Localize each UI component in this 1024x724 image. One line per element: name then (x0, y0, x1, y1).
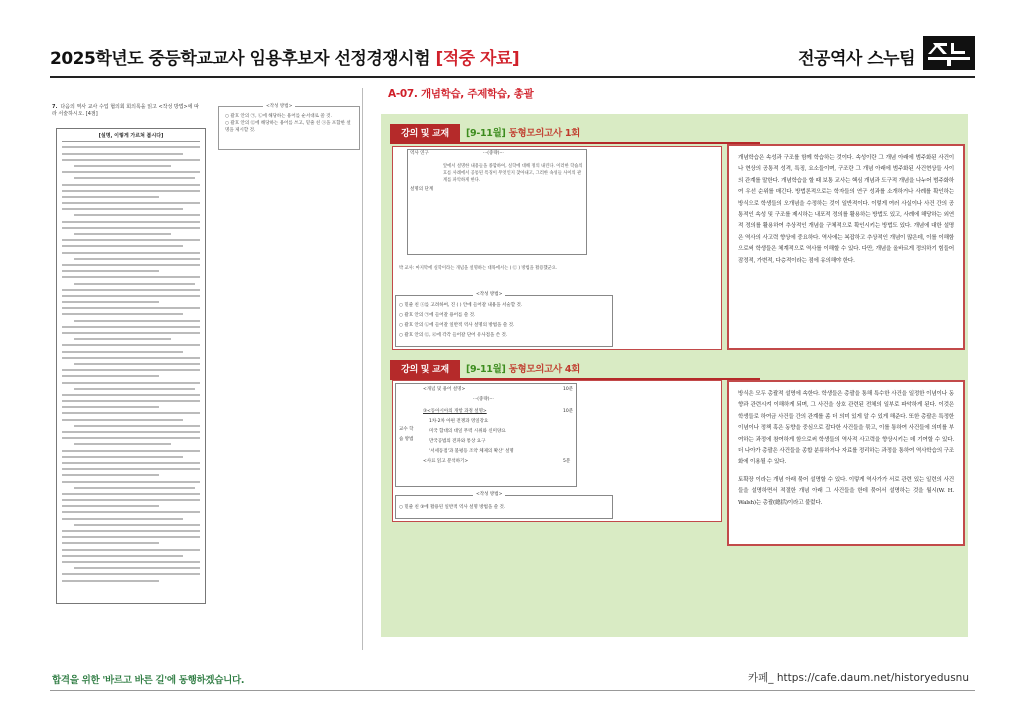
section-title: A-07. 개념학습, 주제학습, 총괄 (388, 88, 534, 100)
method-line: ○ 괄호 안의 ㉠에 들어갈 용어를 쓸 것. (399, 313, 476, 318)
transcript-box (56, 128, 206, 604)
excerpt-body: 앞에서 설명한 내용들을 종합하여, 실학에 대해 정의 내린다. 이러한 학습의 흐름 사례에서 공통된 특징이 무엇인지 찾아내고, 그러한 속성들 사이의 관계를 파악하게 한다. (443, 164, 583, 183)
source-name: 동형모의고사 4회 (508, 364, 581, 375)
brand-name: 전공역사 스누팀 (798, 49, 915, 69)
lecture-tag: 강의 및 교재 (390, 124, 460, 144)
source-underline (460, 142, 760, 144)
omitted-mark: ···(중략)··· (473, 397, 494, 402)
footer-slogan: 합격을 위한 '바르고 바른 길'에 동행하겠습니다. (52, 675, 245, 686)
question-number: 7. (52, 104, 58, 110)
exam-question-page (50, 100, 360, 610)
mock-exam-excerpt-1 (392, 146, 722, 350)
method-caption: <작성 방법> (473, 492, 505, 499)
column-divider (362, 88, 363, 650)
method-box (218, 106, 360, 150)
row-text: 미국 함대의 대일 무력 시위와 신미양요 (429, 429, 506, 434)
source-title (466, 360, 580, 380)
method-line: ○ 괄호 안의 ㉢에 해당하는 용어를 쓰고, 밑줄 친 ⓐ을 포함한 설명을 제시할 것. (225, 121, 351, 133)
row-text: <사료 읽고 분석하기> (423, 459, 469, 464)
method-caption: <작성 방법> (473, 292, 505, 299)
page-header (50, 38, 975, 72)
lecture-tag: 강의 및 교재 (390, 360, 460, 380)
answer-box-1 (727, 144, 965, 350)
question-prompt (52, 104, 202, 118)
transcript-title: [설명, 이렇게 가르쳐 봅시다] (62, 133, 200, 142)
method-box-caption: <작성 방법> (263, 103, 295, 110)
row-label: 교수 학습 방법 (399, 427, 414, 442)
answer-text: 개념학습은 속성과 구조를 함께 학습하는 것이다. 속성이란 그 개념 아래에 범주화된 사건이나 현상의 공통적 성격, 특징, 요소들이며, 구조란 그 개념 아래에 범주화된 사건현상들 사이의 관계를 말한다. 개념학습을 할 때 보통 교사는 핵심 개념과 도구적 개념을 나누어 범주화하여 우선 순위를 매긴다. 방법론적으로는 학자들의 연구 성과를 소개하거나 사례를 확인하는 방식으로 학생들의 오개념을 수정하는 것이 일반적이다. 이렇게 여러 사실이나 사건 간의 공통적인 속성 및 구조를 제시하는 내포적 정의를 활용하는 방법도 있고, 사례에 해당하는 외연적 정의를 활용하여 추상적인 개념을 구체적으로 확인시키는 방법도 있다. 개념에 대한 설명은 역사의 사고력 향상에 중요하다. 역사에는 복잡하고 추상적인 개념이 많은데, 이를 이해함으로써 학생들은 체계적으로 역사를 이해할 수 있다. 다만, 개념을 올바르게 정의하기 힘들어 잠정적, 가변적, 다층적이라는 점에 유의해야 한다. (738, 155, 954, 264)
title-accent: [적중 자료] (435, 49, 520, 69)
row-text: ③<동아시아의 개항 과정 설명> (423, 409, 487, 414)
page-title (50, 44, 519, 69)
cafe-url[interactable]: https://cafe.daum.net/historyedusnu (776, 672, 969, 684)
row-text: 만국공법의 전파와 통상 요구 (429, 439, 486, 444)
excerpt-note: 박 교사: 마지막에 실학이라는 개념을 설명하는 대목에서는 ( ㉢ ) 방법을 활용했군요. (399, 266, 558, 271)
answer-text: 방식은 모두 총괄적 설명에 속한다. 학생들은 총괄을 통해 특수한 사건을 일정한 이념이나 동향과 관련시켜 이해하게 되며, 그 사건을 상호 관련된 전체의 일부로 파악하게 된다. 이것은 학생들로 하여금 사건들 간의 관계를 좀 더 의미 있게 알 수 있게 해준다. 또한 총괄은 특정한 이념이나 정책 혹은 동향을 중심으로 잡다한 사건들을 묶고, 이를 통하여 사건들에 의미를 부여하는 과정에 참여하게 함으로써 학생들의 역사적 사고력을 향상시키는 데 기여할 수 있다. 더 나아가 총괄은 사건들을 종합 분류하거나 자료를 정리하는 과정을 통하여 역사학습의 구조화에 이용될 수 있다. (738, 391, 954, 466)
time-label: 5분 (563, 459, 571, 464)
answer-text: 토확장 이라는 개념 아래 묶어 설명할 수 있다. 이렇게 역사가가 서로 관련 있는 일련의 사건들을 설명하면서 적절한 개념 아래 그 사건들을 한데 묶어서 설명하는 것을 월시(W. H. Walsh)는 총괄(總括)이라고 불렀다. (738, 476, 954, 506)
source-range: [9-11월] (466, 128, 506, 139)
header-divider (50, 76, 975, 78)
row-label: 역사 연구 (410, 151, 429, 156)
method-line: ○ 괄호 안의 ㉢, ㉣에 각각 들어갈 단어 유사점을 쓴 것. (399, 333, 508, 338)
source-title (466, 124, 580, 144)
method-line: ○ 밑줄 친 ③에 활용된 일반적 역사 설명 방법을 쓸 것. (399, 505, 506, 510)
row-text: 1차·2차 아편 전쟁과 영일강요 (429, 419, 489, 424)
source-name: 동형모의고사 1회 (508, 128, 581, 139)
time-label: 10분 (563, 387, 574, 392)
footer-divider (50, 690, 975, 691)
title-main: 2025학년도 중등학교교사 임용후보자 선정경쟁시험 (50, 49, 431, 69)
omitted-mark: ···(중략)··· (483, 151, 504, 156)
method-line: ○ 괄호 안의 ㉠, ㉡에 해당하는 용어를 순서대로 쓸 것. (225, 114, 332, 119)
time-label: 10분 (563, 409, 574, 414)
source-range: [9-11월] (466, 364, 506, 375)
method-line: ○ 밑줄 친 ⓐ를 고려하여, 진 ( ) 안에 들어갈 내용을 서술할 것. (399, 303, 523, 308)
method-line: ○ 괄호 안의 ㉡에 들어갈 일반적 역사 설명의 방법을 쓸 것. (399, 323, 515, 328)
footer-cafe (748, 670, 969, 685)
question-text: 다음의 역사 교사 수업 협의회 회의록을 읽고 <작성 방법>에 따라 서술하시오. [4점] (52, 104, 199, 117)
row-label: 설명의 단계 (410, 187, 434, 192)
row-text: '서세동점'과 불평등 조약 체제의 확산' 설명 (429, 449, 514, 454)
row-text: <개념 및 용어 설명> (423, 387, 466, 392)
cafe-label: 카페_ (748, 672, 774, 684)
mock-exam-excerpt-2 (392, 380, 722, 522)
answer-box-2 (727, 380, 965, 546)
brand-logo-icon (923, 36, 975, 70)
